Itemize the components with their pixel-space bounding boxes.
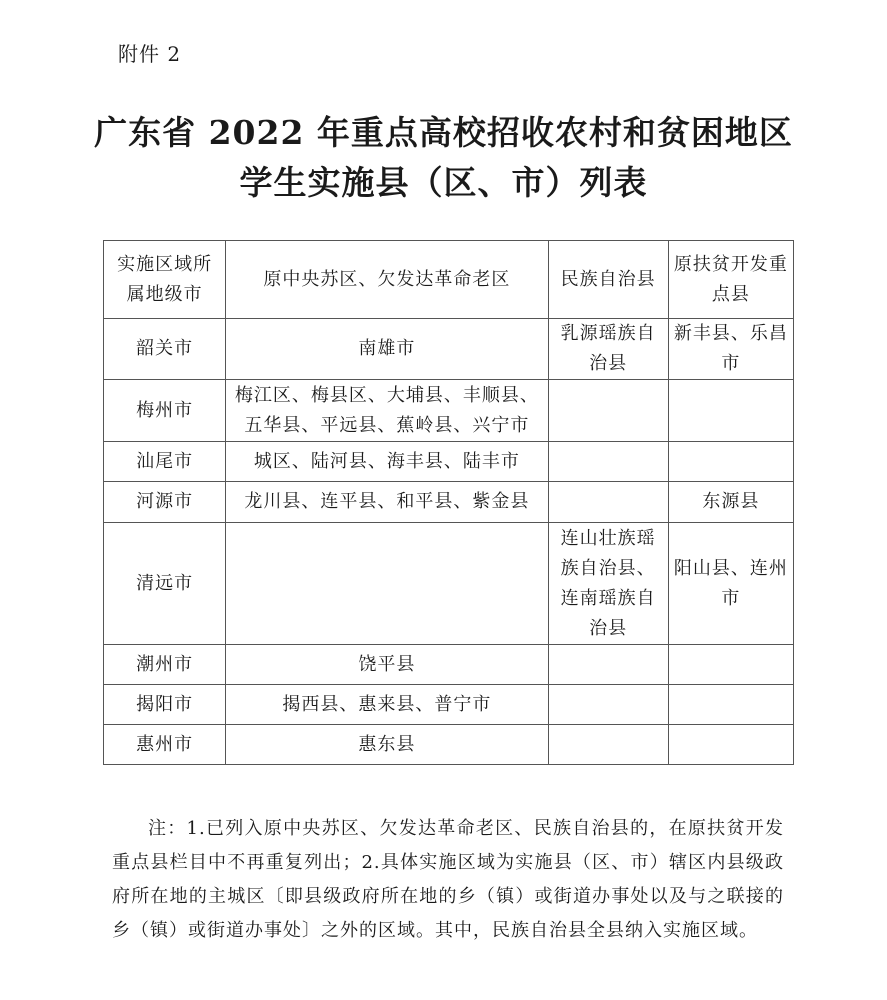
cell-ethnic: 乳源瑶族自治县 [548,319,668,380]
title-line-1: 广东省 2022 年重点高校招收农村和贫困地区 [94,113,793,152]
cell-city: 韶关市 [104,319,226,380]
cell-old-area [226,523,548,645]
table-row [104,645,794,685]
title-line-2: 学生实施县（区、市）列表 [239,163,648,202]
cell-ethnic [548,685,668,725]
header-ethnic-autonomous-county: 民族自治县 [548,241,668,319]
table-row [104,442,794,482]
cell-old-area: 南雄市 [226,319,548,380]
header-old-revolutionary-area: 原中央苏区、欠发达革命老区 [226,241,548,319]
table-row [104,319,794,380]
cell-poverty: 东源县 [668,482,793,523]
table-row [104,685,794,725]
cell-ethnic [548,645,668,685]
cell-city: 潮州市 [104,645,226,685]
cell-poverty: 阳山县、连州市 [668,523,793,645]
table-header-row [104,241,794,319]
cell-old-area: 梅江区、梅县区、大埔县、丰顺县、五华县、平远县、蕉岭县、兴宁市 [226,380,548,442]
cell-ethnic [548,442,668,482]
table-row [104,380,794,442]
cell-old-area: 惠东县 [226,725,548,765]
header-poverty-county: 原扶贫开发重点县 [668,241,793,319]
cell-ethnic [548,380,668,442]
cell-ethnic [548,725,668,765]
county-list-table [103,240,794,765]
cell-poverty: 新丰县、乐昌市 [668,319,793,380]
cell-poverty [668,645,793,685]
table-row [104,482,794,523]
cell-old-area: 揭西县、惠来县、普宁市 [226,685,548,725]
cell-city: 汕尾市 [104,442,226,482]
cell-ethnic [548,482,668,523]
cell-ethnic: 连山壮族瑶族自治县、连南瑶族自治县 [548,523,668,645]
cell-city: 揭阳市 [104,685,226,725]
header-city: 实施区域所属地级市 [104,241,226,319]
table-row [104,725,794,765]
cell-city: 河源市 [104,482,226,523]
cell-poverty [668,685,793,725]
cell-old-area: 饶平县 [226,645,548,685]
table-row [104,523,794,645]
document-title [0,108,887,208]
cell-old-area: 城区、陆河县、海丰县、陆丰市 [226,442,548,482]
cell-city: 清远市 [104,523,226,645]
attachment-label: 附件 2 [118,42,182,66]
cell-poverty [668,380,793,442]
cell-poverty [668,442,793,482]
cell-city: 梅州市 [104,380,226,442]
footnote: 注：1.已列入原中央苏区、欠发达革命老区、民族自治县的，在原扶贫开发重点县栏目中不再重复列出；2.具体实施区域为实施县（区、市）辖区内县级政府所在地的主城区〔即县级政府所在地的乡（镇）或街道办事处以及与之联接的乡（镇）或街道办事处〕之外的区域。其中，民族自治县全县纳入实施区域。 [112,818,784,941]
cell-old-area: 龙川县、连平县、和平县、紫金县 [226,482,548,523]
cell-poverty [668,725,793,765]
cell-city: 惠州市 [104,725,226,765]
